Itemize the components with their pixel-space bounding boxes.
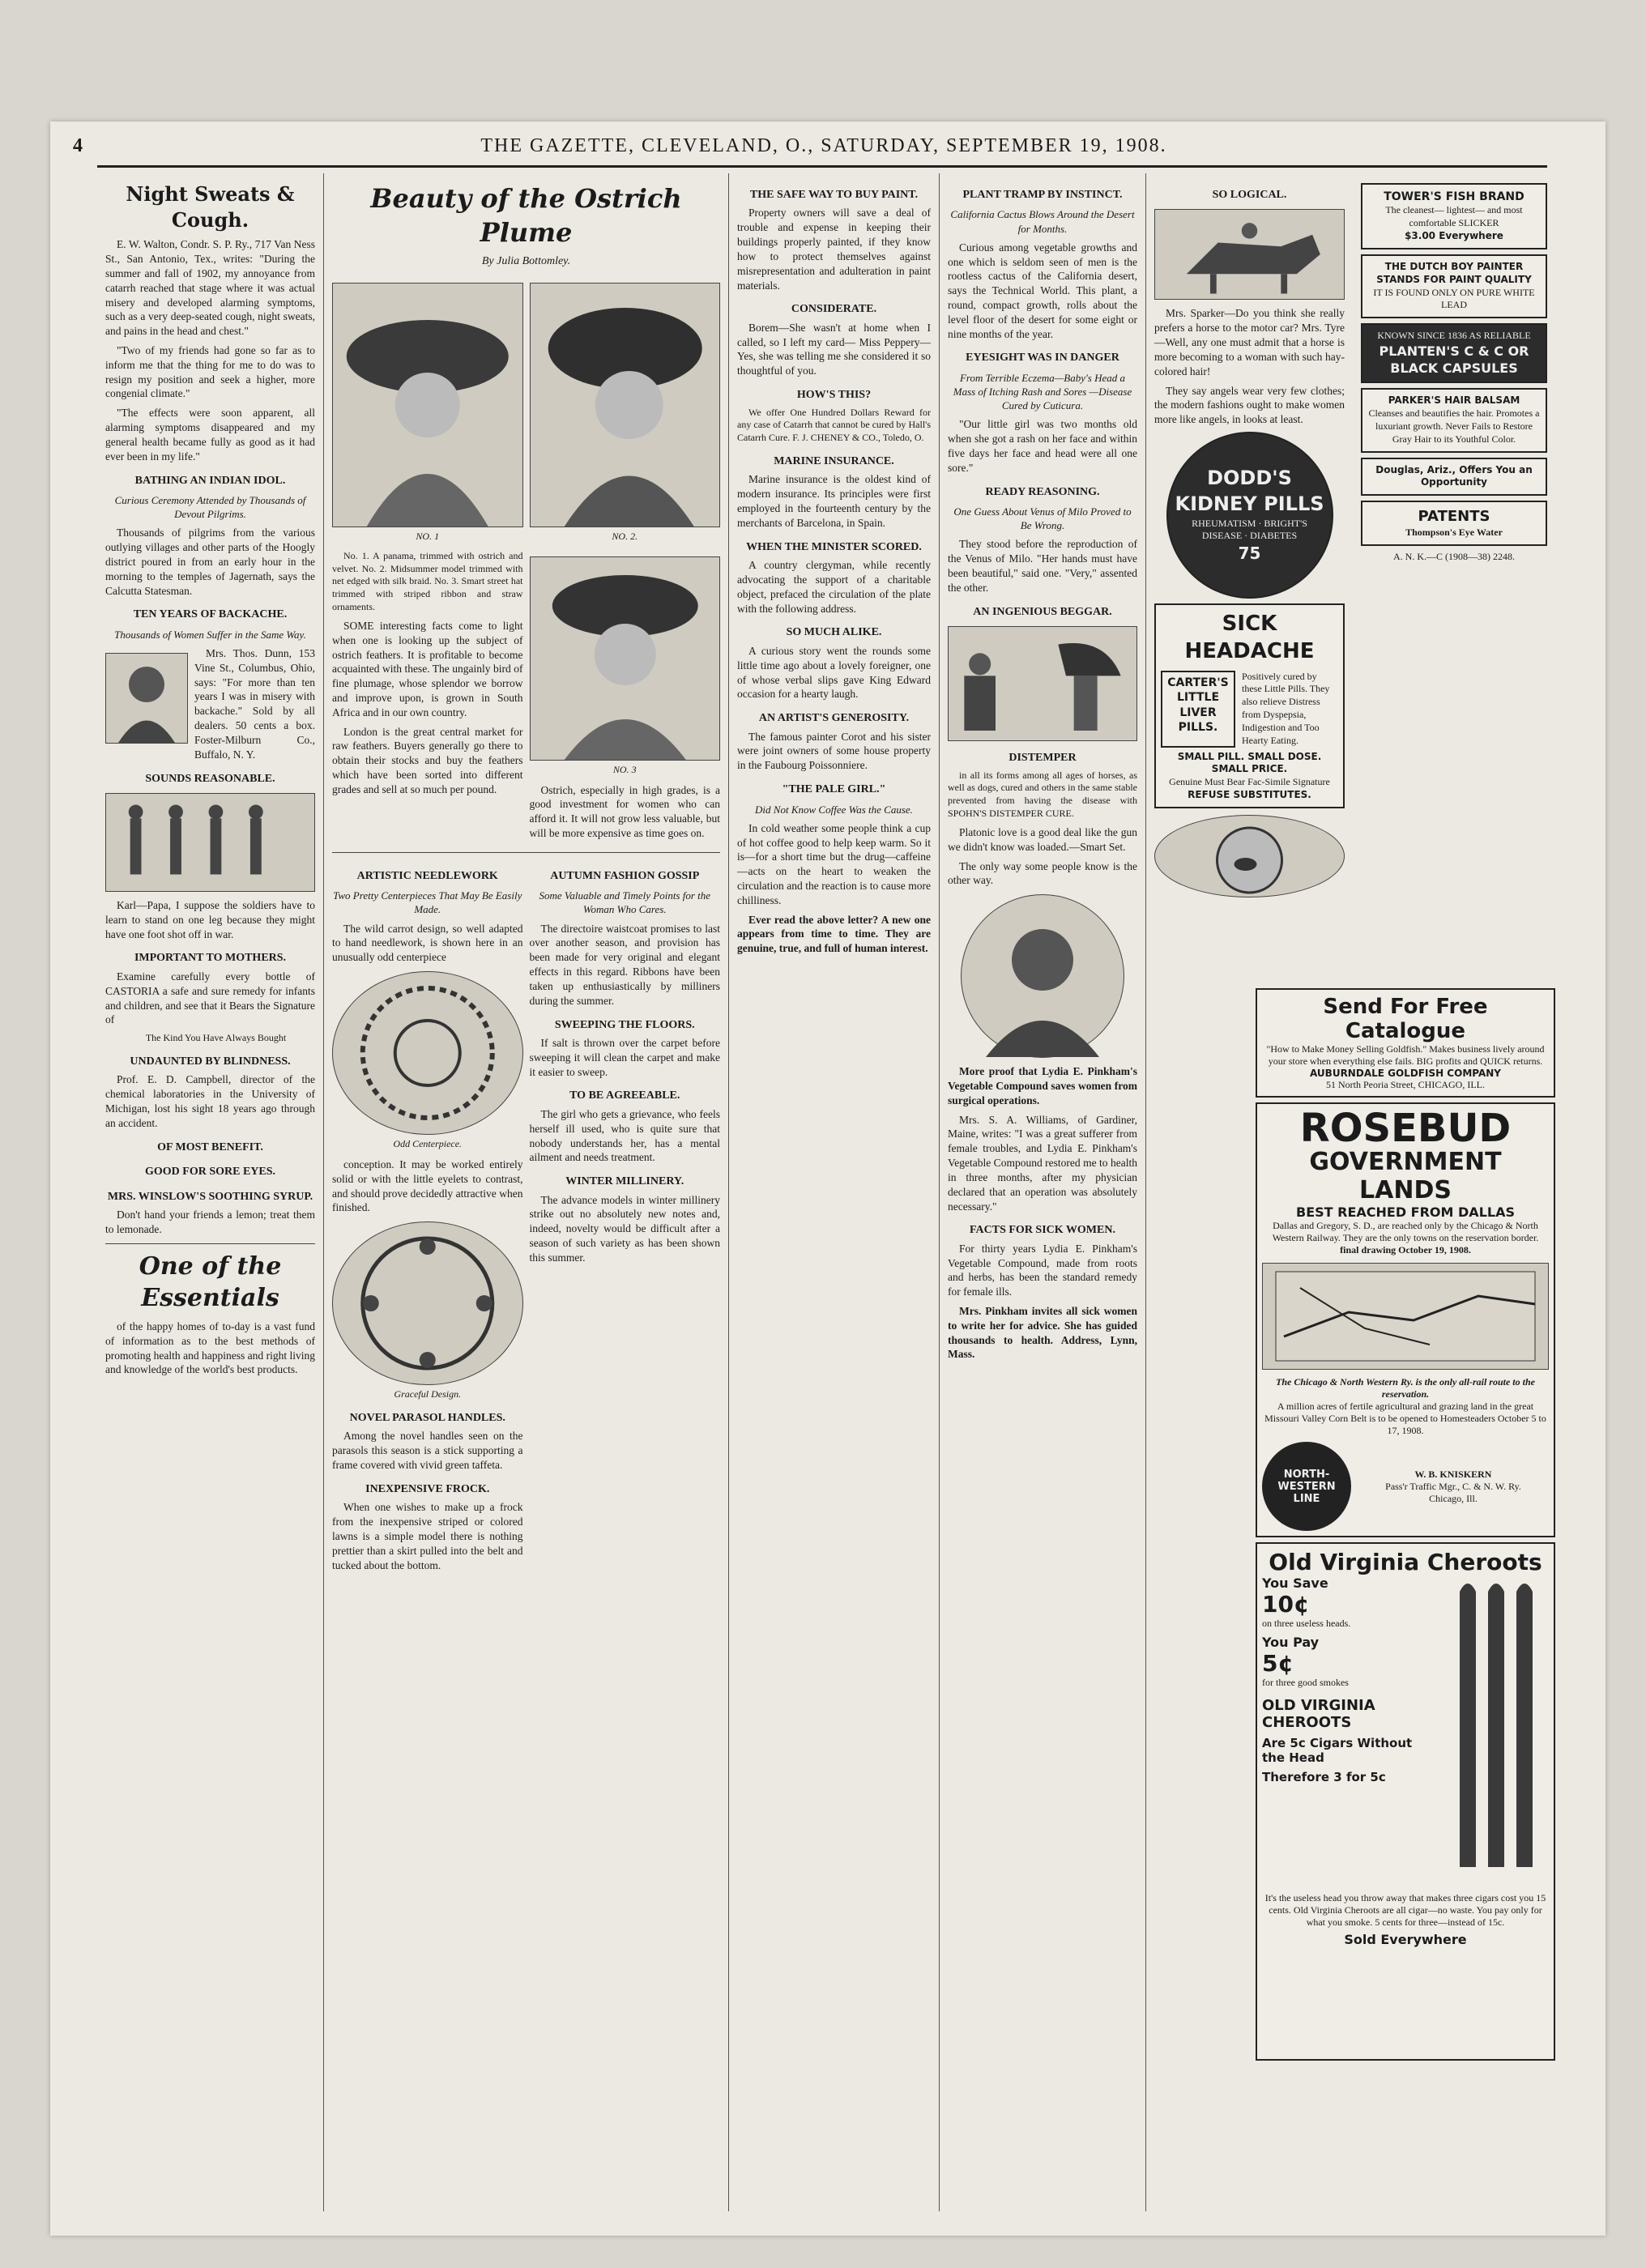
article-text: E. W. Walton, Condr. S. P. Ry., 717 Van Ness St., San Antonio, Tex., writes: "During the summer and fall of 1902, my annoyance from catarrh reached that stage where it was actual misery and developed alarming symptoms, such as a very deep-seated cough, night sweats, and pains in the head and chest." (105, 238, 315, 338)
dutch-boy-ad (1361, 254, 1547, 318)
article-text: Thousands of pilgrims from the various outlying villages and other parts of the Hoogly district poured in from an early hour in the morning to the temples of Jagernath, says the Calcutta Statesman. (105, 526, 315, 597)
figure-captions: No. 1. A panama, trimmed with ostrich and velvet. No. 2. Midsummer model trimmed with net edged with silk braid. No. 3. Smart street hat trimmed with striped ribbon and straw ornaments. (332, 549, 523, 613)
centerpiece-illustration-1 (332, 971, 523, 1135)
masthead-rule (97, 165, 1547, 168)
towers-brand: TOWER'S FISH BRAND (1384, 190, 1524, 203)
towers-slicker-ad (1361, 183, 1547, 249)
caption-odd-centerpiece: Odd Centerpiece. (393, 1138, 463, 1150)
headline-agreeable: TO BE AGREEABLE. (569, 1089, 680, 1102)
article-text: A country clergyman, while recently advocating the support of a charitable object, prefaced the circulation of the plate with the following address. (737, 559, 931, 615)
five-cents: 5¢ (1262, 1650, 1294, 1677)
woman-portrait-illustration (105, 653, 188, 744)
headline-so-logical: SO LOGICAL. (1212, 189, 1287, 201)
headline-distemper: DISTEMPER (1008, 752, 1077, 765)
article-text: "Two of my friends had gone so far as to inform me that the thing for me to do was to resign my position and seek a higher, more congenial climate." (105, 344, 315, 400)
parkers-hair-balsam-ad (1361, 388, 1547, 452)
headline-benefit: OF MOST BENEFIT. (157, 1140, 263, 1153)
article-text: We offer One Hundred Dollars Reward for any case of Catarrh that cannot be cured by Hall's Catarrh Cure. F. J. CHENEY & CO., Toledo, O. (737, 406, 931, 444)
hat-illustration-3 (530, 556, 721, 761)
thompson-eye-water: Thompson's Eye Water (1405, 526, 1503, 539)
rosebud-text: Dallas and Gregory, S. D., are reached only by the Chicago & North Western Railway. They are the only towns on the reservation border. (1272, 1220, 1539, 1243)
headline-needlework: ARTISTIC NEEDLEWORK (356, 869, 498, 882)
figure-label-3: NO. 3 (612, 763, 637, 775)
on-three: on three useless heads. (1262, 1618, 1351, 1629)
goldfish-catalogue-ad (1256, 988, 1555, 1098)
article-text: The famous painter Corot and his sister were joint owners of some house property in the Faubourg Poissonniere. (737, 730, 931, 772)
hat-illustration-2 (530, 283, 721, 527)
rosebud-date: final drawing October 19, 1908. (1340, 1244, 1471, 1256)
pinkham-portrait-illustration (961, 894, 1124, 1058)
article-text: The only way some people know is the other way. (948, 859, 1137, 887)
subheadline: Some Valuable and Timely Points for the Woman Who Cares. (539, 889, 711, 916)
douglas-ad (1361, 458, 1547, 497)
nw-logo-text: NORTH-WESTERN (1277, 1468, 1336, 1493)
article-text: For thirty years Lydia E. Pinkham's Vegetable Compound, made from roots and herbs, has been the standard remedy for female ills. (948, 1242, 1137, 1298)
headline-night-sweats: Night Sweats & Cough. (126, 182, 295, 232)
north-western-logo (1262, 1442, 1351, 1531)
three-smokes: for three good smokes (1262, 1677, 1349, 1688)
article-text: London is the great central market for raw feathers. Buyers generally go there to obtain their stocks and buy the feathers which have been sorted into different grades and sell at so much per pound. (332, 725, 523, 795)
subheadline: Thousands of Women Suffer in the Same Way. (114, 628, 306, 641)
rosebud-acres: A million acres of fertile agricultural and grazing land in the great Missouri Valley Corn Belt is to be opened to Homesteaders October 5 to 17, 1908. (1264, 1400, 1546, 1436)
headline-sweeping: SWEEPING THE FLOORS. (554, 1018, 695, 1031)
headline-buy-paint: THE SAFE WAY TO BUY PAINT. (749, 189, 919, 201)
kniskern-name: W. B. KNISKERN (1414, 1468, 1492, 1480)
rosebud-lands-ad (1256, 1102, 1555, 1537)
headline-ready-reasoning: READY REASONING. (985, 485, 1100, 498)
sick-headache-title: SICK HEADACHE (1184, 611, 1315, 664)
five-cent-cigars: Are 5c Cigars Without the Head (1262, 1736, 1413, 1765)
article-text: The advance models in winter millinery strike out no absolutely new notes and, indeed, novelty would be difficult after a season of such variety as has been shown this summer. (529, 1193, 720, 1264)
article-text: The girl who gets a grievance, who feels herself ill used, who is quite sure that nobody understands her, has a mental ailment and needs treatment. (529, 1107, 720, 1164)
headline-sounds-reasonable: SOUNDS REASONABLE. (145, 772, 275, 785)
planten-top: KNOWN SINCE 1836 AS RELIABLE (1377, 330, 1531, 342)
figure-label-2: NO. 2. (612, 530, 638, 542)
goldfish-company: AUBURNDALE GOLDFISH COMPANY (1310, 1068, 1501, 1079)
headline-sore-eyes: GOOD FOR SORE EYES. (144, 1166, 276, 1179)
soldiers-illustration (105, 793, 315, 892)
article-text: The wild carrot design, so well adapted to hand needlework, is shown here in an unusually odd centerpiece (332, 922, 523, 964)
carters-tagline: SMALL PILL. SMALL DOSE. SMALL PRICE. (1177, 750, 1322, 775)
article-text: They stood before the reproduction of the Venus of Milo. "Her hands must have been beautiful," said one. "Very," assented the other. (948, 538, 1137, 594)
sold-everywhere: Sold Everywhere (1344, 1932, 1467, 1947)
article-text: "The effects were soon apparent, all alarming symptoms disappeared and my general health became fully as good as it had ever been in my life." (105, 407, 315, 463)
cheroots-text: It's the useless head you throw away that makes three cigars cost you 15 cents. Old Virginia Cheroots are all cigar—no waste. You pay only for what you smoke. 5 cents for three—instead of 15c. (1264, 1892, 1546, 1928)
article-text: Curious among vegetable growths and one which is seldom seen of men is the rootless cactus of the California desert, says the Technical World. This plant, a round, compact growth, rolls about the level floor of the desert for some eight or nine months of the year. (948, 241, 1137, 340)
dodds-title: DODD'S KIDNEY PILLS (1175, 467, 1324, 515)
centerpiece-illustration-2 (332, 1221, 523, 1385)
article-text: A curious story went the rounds some little time ago about a lovely foreigner, one of whose verbal slips gave King Edward occasion for a hearty laugh. (737, 644, 931, 701)
masthead-title: THE GAZETTE, CLEVELAND, O., SATURDAY, SEPTEMBER 19, 1908. (480, 134, 1167, 156)
article-text: Among the novel handles seen on the parasols this season is a stick supporting a frame covered with vivid green taffeta. (332, 1430, 523, 1472)
rosebud-line: The Chicago & North Western Ry. is the only all-rail route to the reservation. (1276, 1376, 1535, 1400)
headline-eyesight: EYESIGHT WAS IN DANGER (966, 352, 1119, 364)
rosebud-tagline: BEST REACHED FROM DALLAS (1296, 1204, 1515, 1220)
headline-considerate: CONSIDERATE. (791, 303, 877, 316)
headline-soothing-syrup: MRS. WINSLOW'S SOOTHING SYRUP. (107, 1190, 313, 1203)
article-text: Property owners will save a deal of trouble and expense in keeping their buildings properly painted, if they know how to protect themselves against misrepresentation and adulteration in paint materials. (737, 207, 931, 292)
article-text: Examine carefully every bottle of CASTORIA a safe and sure remedy for infants and children, and see that it Bears the Signature of (105, 970, 315, 1026)
headline-minister: WHEN THE MINISTER SCORED. (746, 540, 922, 553)
column-2 (324, 173, 729, 2211)
subheadline: Did Not Know Coffee Was the Cause. (755, 803, 913, 816)
article-text: Mrs. Thos. Dunn, 153 Vine St., Columbus, Ohio, says: "For more than ten years I was in misery with backache." Sold by all dealers. 50 cents a box. Foster-Milburn Co., Buffalo, N. Y. (194, 647, 315, 761)
headline-facts-sick-women: FACTS FOR SICK WOMEN. (970, 1224, 1115, 1237)
kniskern-city: Chicago, Ill. (1429, 1492, 1478, 1504)
article-text: Platonic love is a good deal like the gun we didn't know was loaded.—Smart Set. (948, 825, 1137, 853)
goldfish-bowl-illustration (1154, 815, 1345, 897)
cigars-illustration (1443, 1575, 1549, 1887)
sick-headache-ad (1154, 603, 1345, 808)
subheadline: Curious Ceremony Attended by Thousands of Devout Pilgrims. (114, 494, 306, 521)
patents-ad (1361, 501, 1547, 546)
article-text: Mrs. Sparker—Do you think she really prefers a horse to the motor car? Mrs. Tyre—Well, any one must admit that a horse is more becoming to a woman with such hay-colored hair! (1154, 307, 1345, 377)
subheadline: One Guess About Venus of Milo Proved to Be Wrong. (953, 505, 1132, 532)
headline-plant-tramp: PLANT TRAMP BY INSTINCT. (962, 189, 1123, 201)
column-4 (940, 173, 1146, 2211)
headline-mothers: IMPORTANT TO MOTHERS. (134, 952, 287, 965)
douglas-title: Douglas, Ariz., Offers You an Opportunity (1375, 463, 1533, 488)
dutch-boy-subtitle: IT IS FOUND ONLY ON PURE WHITE LEAD (1373, 286, 1535, 311)
goldfish-city: CHICAGO, ILL. (1418, 1079, 1485, 1090)
article-text: Borem—She wasn't at home when I called, so I left my card— Miss Peppery—Yes, she was telling me she considered it so thoughtful of you. (737, 321, 931, 377)
carters-logo: CARTER'S LITTLE LIVER PILLS. (1161, 671, 1235, 748)
you-pay: You Pay (1262, 1635, 1320, 1650)
headline-indian-idol: BATHING AN INDIAN IDOL. (134, 474, 286, 487)
parker-title: PARKER'S HAIR BALSAM (1388, 394, 1520, 407)
masthead (73, 130, 1563, 162)
nw-logo-line: LINE (1293, 1492, 1320, 1505)
castoria-tagline: The Kind You Have Always Bought (145, 1032, 287, 1044)
article-text: "Our little girl was two months old when she got a rash on her face and within five days her face and head were all one sore." (948, 418, 1137, 474)
headline-parasol: NOVEL PARASOL HANDLES. (349, 1411, 505, 1424)
planten-title: PLANTEN'S C & C OR BLACK CAPSULES (1379, 343, 1529, 377)
article-text: SOME interesting facts come to light when one is looking up the subject of ostrich feathers. It is profitable to become acquainted with these. The ungainly bird of fine plumage, whose splendor we borrow and improve upon, is grown in South Africa and in our own country. (332, 619, 523, 718)
article-text: They say angels wear very few clothes; the modern fashions ought to make women more like angels, in looks at least. (1154, 384, 1345, 426)
column-1 (97, 173, 324, 2211)
rosebud-title: ROSEBUD (1299, 1106, 1512, 1151)
headline-backache: TEN YEARS OF BACKACHE. (133, 608, 288, 621)
horse-illustration (1154, 209, 1345, 300)
railway-map-illustration (1262, 1263, 1549, 1370)
headline-winter-millinery: WINTER MILLINERY. (565, 1175, 684, 1188)
article-text: The directoire waistcoat promises to last over another season, and provision has been made for very original and elegant effects in this regard. Ribbons have been taken up enthusiastically by milliners during the summer. (529, 922, 720, 1007)
headline-artists-generosity: AN ARTIST'S GENEROSITY. (758, 712, 910, 725)
headline-marine-insurance: MARINE INSURANCE. (774, 455, 894, 468)
article-text: Ever read the above letter? A new one appears from time to time. They are genuine, true, and full of human interest. (737, 913, 931, 955)
cheroots-title: Old Virginia Cheroots (1269, 1549, 1542, 1575)
ad-block-right (1256, 988, 1555, 2187)
dodds-ring-text: RHEUMATISM · BRIGHT'S DISEASE · DIABETES (1192, 517, 1307, 542)
headline-hows-this: HOW'S THIS? (796, 389, 872, 402)
headline-pale-girl: "THE PALE GIRL." (782, 783, 886, 796)
column-6 (1353, 173, 1555, 980)
headline-ostrich-plume: Beauty of the Ostrich Plume (370, 183, 682, 249)
ten-cents: 10¢ (1262, 1591, 1310, 1618)
caption-graceful-design: Graceful Design. (394, 1388, 462, 1400)
catalogue-title: Send For Free Catalogue (1323, 995, 1488, 1043)
byline: By Julia Bottomley. (481, 255, 571, 268)
column-3 (729, 173, 940, 2211)
old-virginia-cheroots-ad (1256, 1542, 1555, 2061)
subheadline: Two Pretty Centerpieces That May Be Easily Made. (333, 889, 522, 916)
dodds-price: 75 (1238, 544, 1261, 564)
article-text: Ostrich, especially in high grades, is a good investment for women who can afford it. It will not grow less valuable, but will be more expensive as time goes on. (529, 783, 720, 840)
article-text: In cold weather some people think a cup of hot coffee good to help keep warm. So it is—for a short time but the drug—caffeine—acts on the heart to weaken the circulation and the reaction is to cause more chilliness. (737, 821, 931, 906)
beggar-illustration (948, 626, 1137, 741)
pinkham-headline: More proof that Lydia E. Pinkham's Vegetable Compound saves women from surgical operations. (948, 1065, 1137, 1106)
goldfish-address: 51 North Peoria Street, (1326, 1079, 1416, 1090)
three-for-five: Therefore 3 for 5c (1262, 1770, 1386, 1784)
patents-title: PATENTS (1418, 508, 1490, 526)
article-text: Marine insurance is the oldest kind of modern insurance. Its principles were first employed in the fourteenth century by the merchants of Barcelona, in Spain. (737, 473, 931, 529)
article-text: Prof. E. D. Campbell, director of the chemical laboratories in the University of Michigan, lost his sight 18 years ago through an accident. (105, 1073, 315, 1129)
article-text: Karl—Papa, I suppose the soldiers have to learn to stand on one leg because they might have one foot shot off in war. (105, 898, 315, 940)
headline-frock: INEXPENSIVE FROCK. (365, 1482, 490, 1495)
subheadline: California Cactus Blows Around the Desert for Months. (950, 208, 1135, 235)
carters-genuine: Genuine Must Bear Fac-Simile Signature (1169, 776, 1330, 788)
slicker-text: The cleanest— lightest— and most comfortable SLICKER (1385, 204, 1523, 229)
page-number: 4 (73, 134, 84, 156)
parker-text: Cleanses and beautifies the hair. Promotes a luxuriant growth. Never Fails to Restore Gray Hair to its Youthful Color. (1368, 407, 1540, 445)
headline-essentials: One of the Essentials (139, 1251, 282, 1313)
kniskern-title: Pass'r Traffic Mgr., C. & N. W. Ry. (1385, 1480, 1521, 1492)
headline-ingenious-beggar: AN INGENIOUS BEGGAR. (973, 605, 1112, 618)
dodds-kidney-pills-ad (1166, 432, 1333, 599)
carters-text: Positively cured by these Little Pills. They also relieve Distress from Dyspepsia, Indigestion and Too Hearty Eating. (1242, 670, 1330, 746)
article-text: When one wishes to make up a frock from the inexpensive striped or colored lawns is a simple model there is nothing prettier than a skirt pulled into the belt and tucked about the bottom. (332, 1501, 523, 1571)
headline-fashion-gossip: AUTUMN FASHION GOSSIP (550, 869, 700, 882)
subheadline: From Terrible Eczema—Baby's Head a Mass of Itching Rash and Sores —Disease Cured by Cuticura. (953, 371, 1132, 412)
catalogue-text: "How to Make Money Selling Goldfish." Makes business lively around your store when everything else fails. BIG profits and QUICK returns. (1266, 1043, 1545, 1067)
old-virginia-name: OLD VIRGINIA CHEROOTS (1262, 1697, 1375, 1731)
article-text: in all its forms among all ages of horses, as well as dogs, cured and others in the same stable prevented from having the disease with SPOHN'S DISTEMPER CURE. (948, 769, 1137, 820)
you-save: You Save (1262, 1575, 1328, 1591)
dutch-boy-title: THE DUTCH BOY PAINTER STANDS FOR PAINT QUALITY (1376, 260, 1532, 285)
carters-refuse: REFUSE SUBSTITUTES. (1188, 789, 1311, 801)
article-text: conception. It may be worked entirely solid or with the little eyelets to contrast, and should prove decidedly attractive when finished. (332, 1157, 523, 1214)
article-text: of the happy homes of to-day is a vast fund of information as to the best methods of promoting health and happiness and right living and knowledge of the world's best products. (105, 1319, 315, 1376)
figure-label-1: NO. 1 (416, 530, 440, 542)
ank-code: A. N. K.—C (1908—38) 2248. (1393, 550, 1515, 562)
hat-illustration-1 (332, 283, 523, 527)
slicker-price: $3.00 Everywhere (1405, 230, 1503, 242)
rosebud-subtitle: GOVERNMENT LANDS (1309, 1148, 1502, 1204)
plantens-capsules-ad (1361, 323, 1547, 383)
article-text: Mrs. S. A. Williams, of Gardiner, Maine, writes: "I was a great sufferer from female troubles, and Lydia E. Pinkham's Vegetable Compound restored me to health in three months, after my physician declared that an operation was absolutely necessary." (948, 1113, 1137, 1213)
headline-blindness: UNDAUNTED BY BLINDNESS. (130, 1055, 291, 1068)
article-text: Don't hand your friends a lemon; treat them to lemonade. (105, 1209, 315, 1235)
article-text: If salt is thrown over the carpet before sweeping it will clean the carpet and make it easier to sweep. (529, 1036, 720, 1078)
headline-so-much-alike: SO MUCH ALIKE. (786, 626, 882, 639)
article-text: Mrs. Pinkham invites all sick women to write her for advice. She has guided thousands to health. Address, Lynn, Mass. (948, 1305, 1137, 1361)
